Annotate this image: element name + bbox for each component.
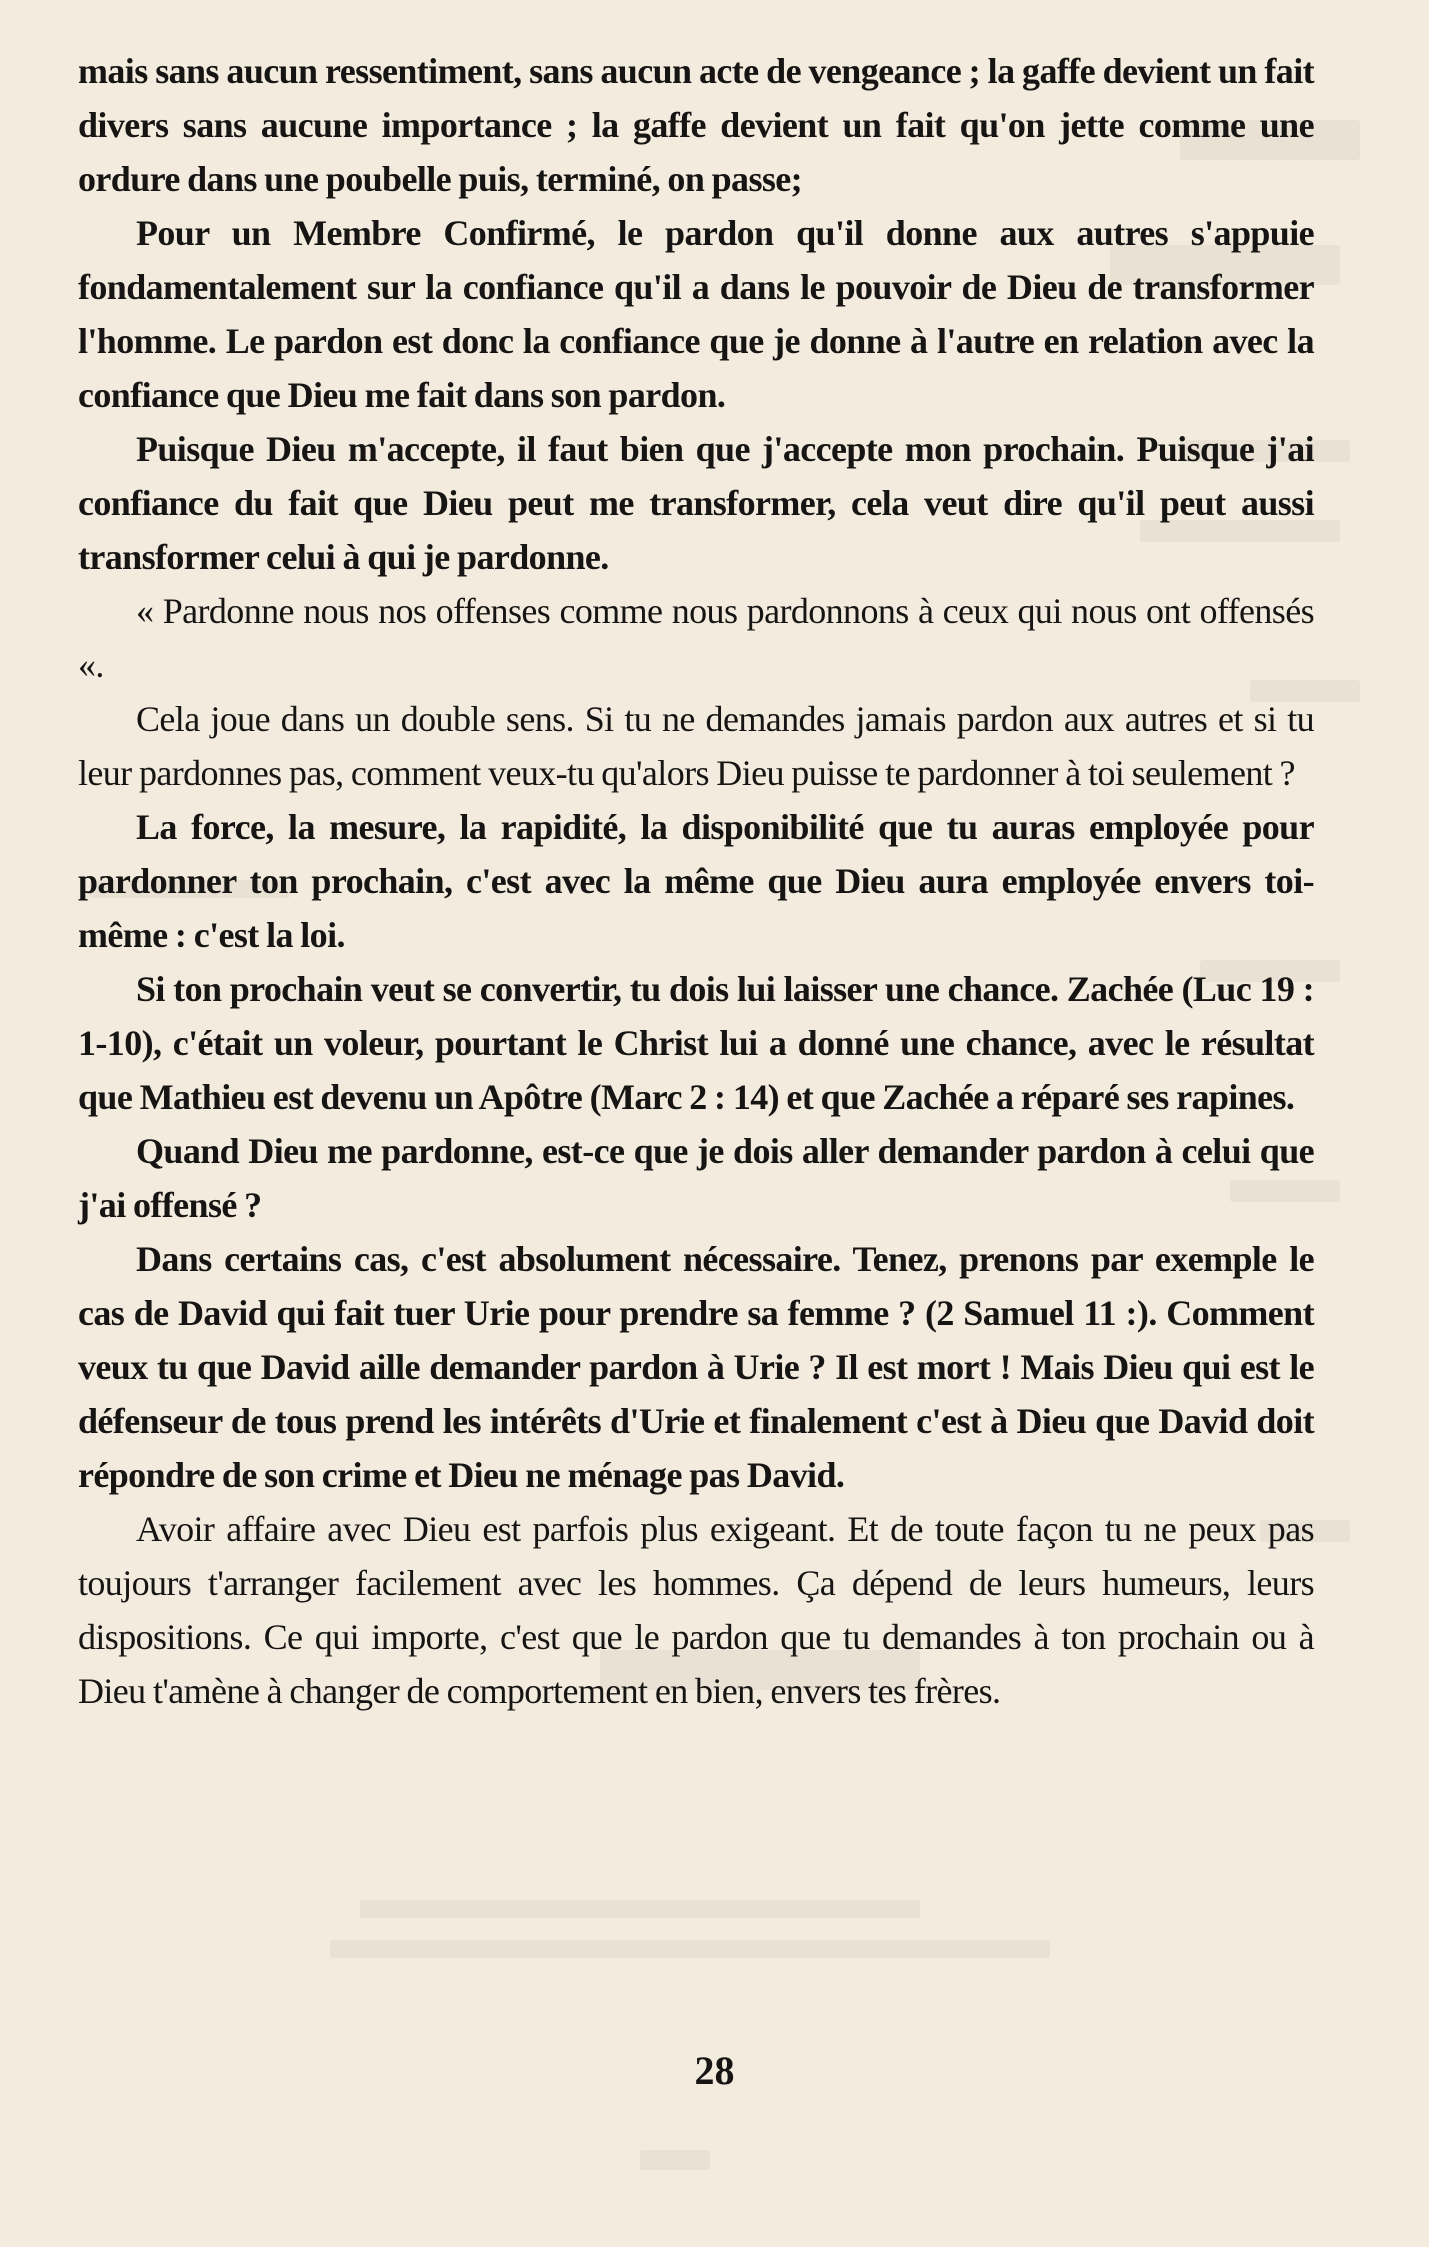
paragraph: Quand Dieu me pardonne, est-ce que je dois aller demander pardon à celui que j'ai offensé ? [78, 1131, 1314, 1225]
paragraph: mais sans aucun ressentiment, sans aucun acte de vengeance ; la gaffe devient un fait divers sans aucune importance ; la gaffe devient un fait qu'on jette comme une ordure dans une poubelle puis, terminé, on passe; [78, 51, 1314, 199]
page-number: 28 [694, 2048, 735, 2093]
body-text [78, 44, 1314, 1718]
paragraph: Si ton prochain veut se convertir, tu dois lui laisser une chance. Zachée (Luc 19 : 1-10), c'était un voleur, pourtant le Christ lui a donné une chance, avec le résultat que Mathieu est devenu un Apôtre (Marc 2 : 14) et que Zachée a réparé ses rapines. [78, 969, 1314, 1117]
paragraph: Puisque Dieu m'accepte, il faut bien que j'accepte mon prochain. Puisque j'ai confiance du fait que Dieu peut me transformer, cela veut dire qu'il peut aussi transformer celui à qui je pardonne. [78, 429, 1314, 577]
paragraph: « Pardonne nous nos offenses comme nous pardonnons à ceux qui nous ont offensés «. [78, 591, 1314, 685]
paragraph: Cela joue dans un double sens. Si tu ne demandes jamais pardon aux autres et si tu leur pardonnes pas, comment veux-tu qu'alors Dieu puisse te pardonner à toi seulement ? [78, 699, 1314, 793]
paragraph: Pour un Membre Confirmé, le pardon qu'il donne aux autres s'appuie fondamentalement sur la confiance qu'il a dans le pouvoir de Dieu de transformer l'homme. Le pardon est donc la confiance que je donne à l'autre en relation avec la confiance que Dieu me fait dans son pardon. [78, 213, 1314, 415]
paragraph: Avoir affaire avec Dieu est parfois plus exigeant. Et de toute façon tu ne peux pas toujours t'arranger facilement avec les hommes. Ça dépend de leurs humeurs, leurs dispositions. Ce qui importe, c'est que le pardon que tu demandes à ton prochain ou à Dieu t'amène à changer de comportement en bien, envers tes frères. [78, 1509, 1314, 1711]
paragraph: Dans certains cas, c'est absolument nécessaire. Tenez, prenons par exemple le cas de David qui fait tuer Urie pour prendre sa femme ? (2 Samuel 11 :). Comment veux tu que David aille demander pardon à Urie ? Il est mort ! Mais Dieu qui est le défenseur de tous prend les intérêts d'Urie et finalement c'est à Dieu que David doit répondre de son crime et Dieu ne ménage pas David. [78, 1239, 1314, 1495]
paragraph: La force, la mesure, la rapidité, la disponibilité que tu auras employée pour pardonner ton prochain, c'est avec la même que Dieu aura employée envers toi-même : c'est la loi. [78, 807, 1314, 955]
